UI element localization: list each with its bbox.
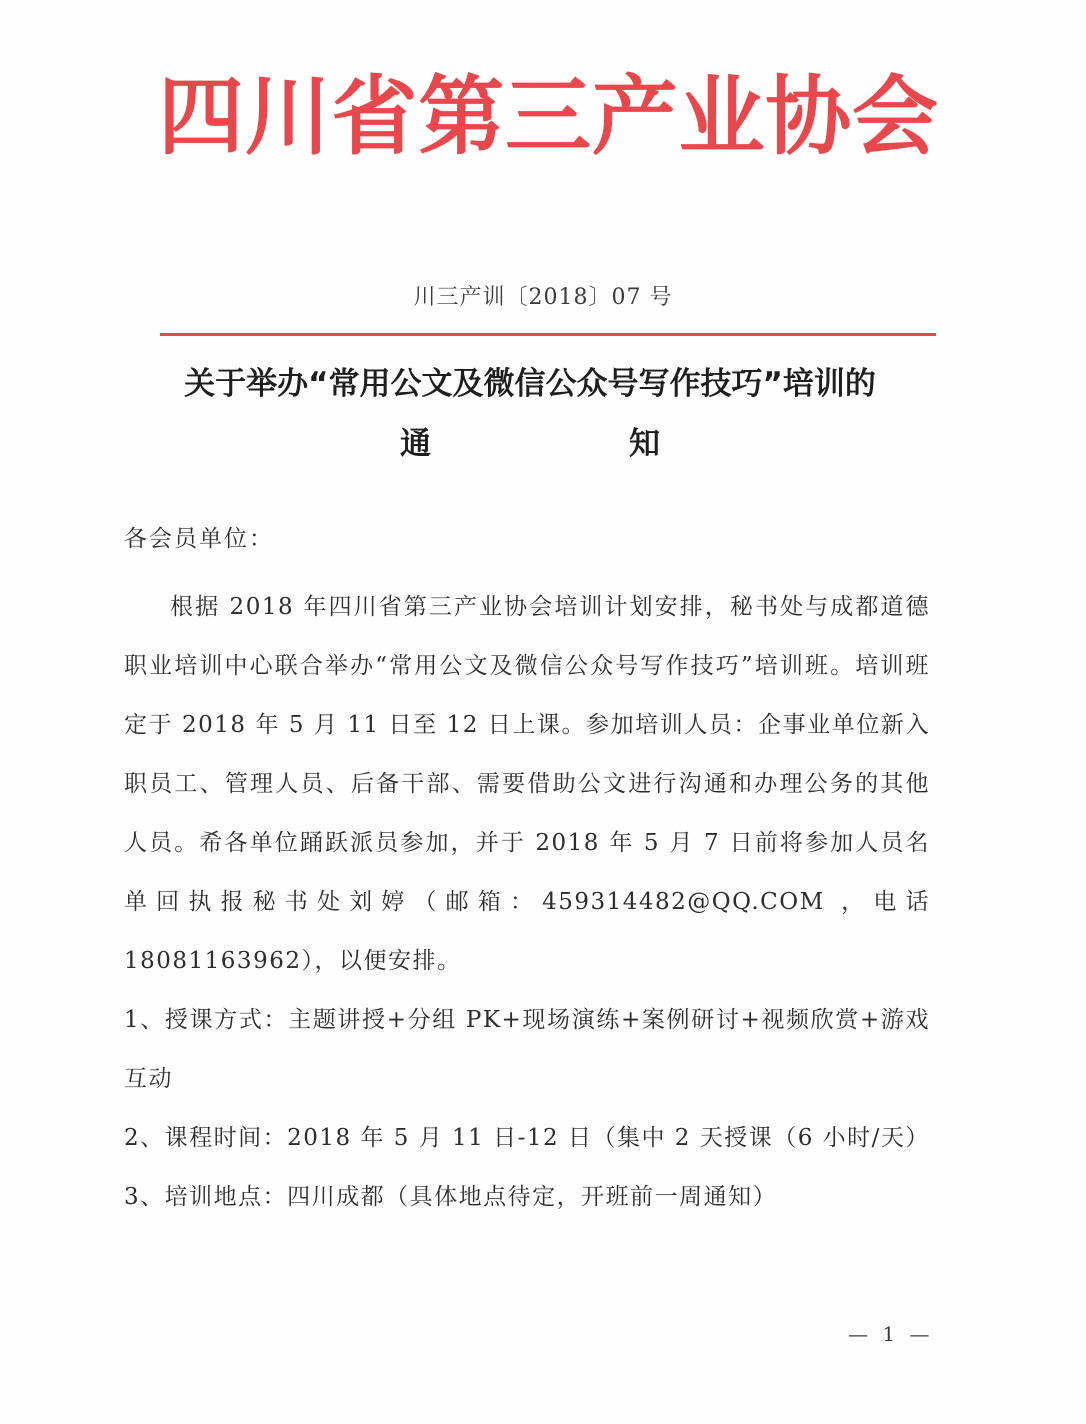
letterhead-char: 川	[244, 66, 331, 167]
list-item-teaching-method: 1、授课方式：主题讲授+分组 PK+现场演练+案例研讨+视频欣赏+游戏互动	[124, 1007, 930, 1092]
letterhead-char: 第	[418, 66, 505, 167]
letterhead-char: 业	[678, 66, 765, 167]
organization-letterhead	[158, 62, 938, 172]
red-divider-line	[160, 333, 936, 336]
notice-body	[124, 578, 930, 1227]
letterhead-char: 会	[852, 66, 938, 167]
body-paragraph: 根据 2018 年四川省第三产业协会培训计划安排，秘书处与成都道德职业培训中心联合举办“常用公文及微信公众号写作技巧”培训班。培训班定于 2018 年 5 月 11 日至 12 日上课。参加培训人员：企事业单位新入职员工、管理人员、后备干部、需要借助公文进行沟通和办理公务的其他人员。希各单位踊跃派员参加，并于 2018 年 5 月 7 日前将参加人员名单回执报秘书处刘婷（邮箱：459314482@QQ.COM ，电话 18081163962），以便安排。	[124, 594, 930, 974]
letterhead-char: 产	[591, 66, 678, 167]
letterhead-char: 省	[331, 66, 418, 167]
notice-title-line-1: 关于举办“常用公文及微信公众号写作技巧”培训的	[184, 366, 876, 402]
list-item-course-time: 2、课程时间：2018 年 5 月 11 日-12 日（集中 2 天授课（6 小时/天）	[124, 1125, 930, 1151]
document-number: 川三产训〔2018〕07 号	[413, 285, 673, 310]
salutation: 各会员单位：	[124, 526, 274, 552]
list-item-training-location: 3、培训地点：四川成都（具体地点待定，开班前一周通知）	[124, 1184, 778, 1210]
notice-title-line-2	[400, 418, 660, 463]
letterhead-char: 协	[765, 66, 852, 167]
page-number: — 1 —	[848, 1322, 934, 1346]
letterhead-char: 三	[505, 66, 591, 167]
title-char-right: 知	[629, 426, 660, 462]
letterhead-char: 四	[158, 66, 244, 167]
title-char-left: 通	[400, 426, 431, 462]
